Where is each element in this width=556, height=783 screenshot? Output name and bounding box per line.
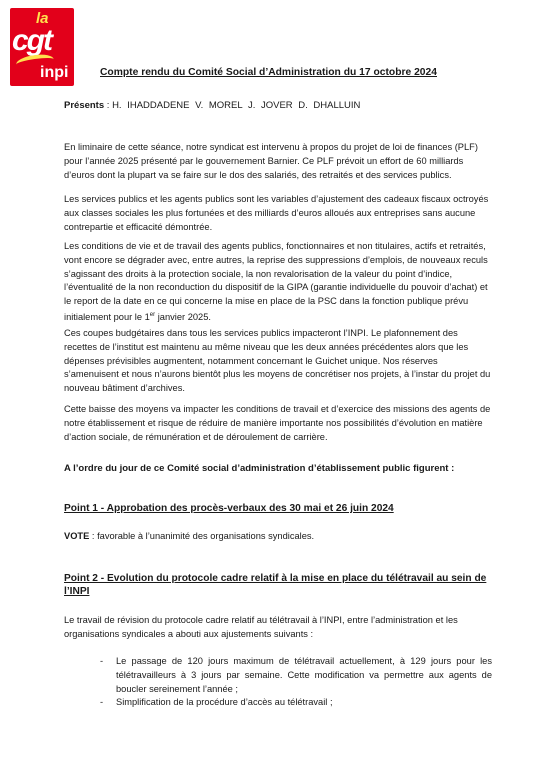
attendees-line bbox=[64, 100, 360, 111]
bullet-2: Simplification de la procédure d’accès au télétravail ; bbox=[116, 697, 333, 707]
logo-la-text: la bbox=[36, 10, 49, 27]
document-title: Compte rendu du Comité Social d’Administration du 17 octobre 2024 bbox=[100, 67, 437, 78]
attendees-names: H. IHADDADENE V. MOREL J. JOVER D. DHALLUIN bbox=[112, 100, 361, 111]
attendees-label: Présents bbox=[64, 100, 105, 111]
paragraph-1: En liminaire de cette séance, notre syndicat est intervenu à propos du projet de loi de finances (PLF) pour l’année 2025 présenté par le gouvernement Barnier. Ce PLF prévoit un effort de 60 milliards d’euros dont la plupart va se faire sur le dos des salariés, des retraités et des services publics. bbox=[64, 142, 478, 180]
paragraph-3: Les conditions de vie et de travail des agents publics, fonctionnaires et non titulaires, actifs et retraités, vont encore se dégrader avec, entre autres, la reprise des suppressions d’emplois, de nouveaux reculs s’agissant des droits à la protection sociale, la non revalorisation de la valeur du point d’indice, l’éventualité de la non reconduction du dispositif de la GIPA (garantie individuelle du pouvoir d’achat) et le report de la date en ce qui concerne la mise en place de la PSC dans la fonction publique prévu initialement pour le 1er janvier 2025. bbox=[64, 241, 488, 323]
logo-cgt-text: cgt bbox=[12, 24, 51, 57]
bullet-1: Le passage de 120 jours maximum de télétravail actuellement, à 129 jours pour les télétravailleurs à 3 jours par semaine. Cette modification va permettre aux agents de boucler sereinement l’année ; bbox=[116, 656, 492, 694]
paragraph-2: Les services publics et les agents publics sont les variables d’ajustement des cadeaux fiscaux octroyés aux classes sociales les plus fortunées et des milliards d’euros alloués aux entreprises sans aucune contrepartie et efficacité démontrée. bbox=[64, 194, 489, 232]
logo-inpi-text: inpi bbox=[40, 64, 69, 81]
bullet-1-marker: - bbox=[100, 656, 104, 666]
agenda-intro: A l’ordre du jour de ce Comité social d’administration d’établissement public figurent : bbox=[64, 463, 455, 474]
bullet-2-marker: - bbox=[100, 697, 104, 707]
vote-separator: : bbox=[89, 531, 98, 541]
point-2-intro: Le travail de révision du protocole cadre relatif au télétravail à l’INPI, entre l’administration et les organisations syndicales a abouti aux ajustements suivants : bbox=[64, 615, 458, 639]
point-2-title: Point 2 - Evolution du protocole cadre relatif à la mise en place du télétravail au sein de l’INPI bbox=[64, 573, 487, 597]
vote-text: favorable à l’unanimité des organisations syndicales. bbox=[97, 531, 315, 541]
paragraph-5: Cette baisse des moyens va impacter les conditions de travail et d’exercice des missions des agents de notre établissement et risque de réduire de manière importante nos possibilités d’évolution en matière d’action sociale, de rémunération et de déroulement de carrière. bbox=[64, 404, 491, 442]
superscript: er bbox=[149, 311, 156, 318]
vote-label: VOTE bbox=[64, 531, 90, 541]
paragraph-4: Ces coupes budgétaires dans tous les services publics impacteront l’INPI. Le plafonnement des recettes de l’institut est maintenu au même niveau que les deux années précédentes alors que les dépenses prévisibles augmentent, notamment concernant le Guichet unique. Nos réserves s’amenuisent et nous n’aurons bientôt plus les moyens de concrétiser nos projets, à l’instar du projet du nouveau bâtiment d’archives. bbox=[64, 328, 491, 394]
cgt-inpi-logo bbox=[10, 8, 74, 86]
point-1-title: Point 1 - Approbation des procès-verbaux des 30 mai et 26 juin 2024 bbox=[64, 503, 394, 514]
attendees-separator: : bbox=[104, 100, 113, 111]
point-1-vote bbox=[64, 531, 492, 541]
